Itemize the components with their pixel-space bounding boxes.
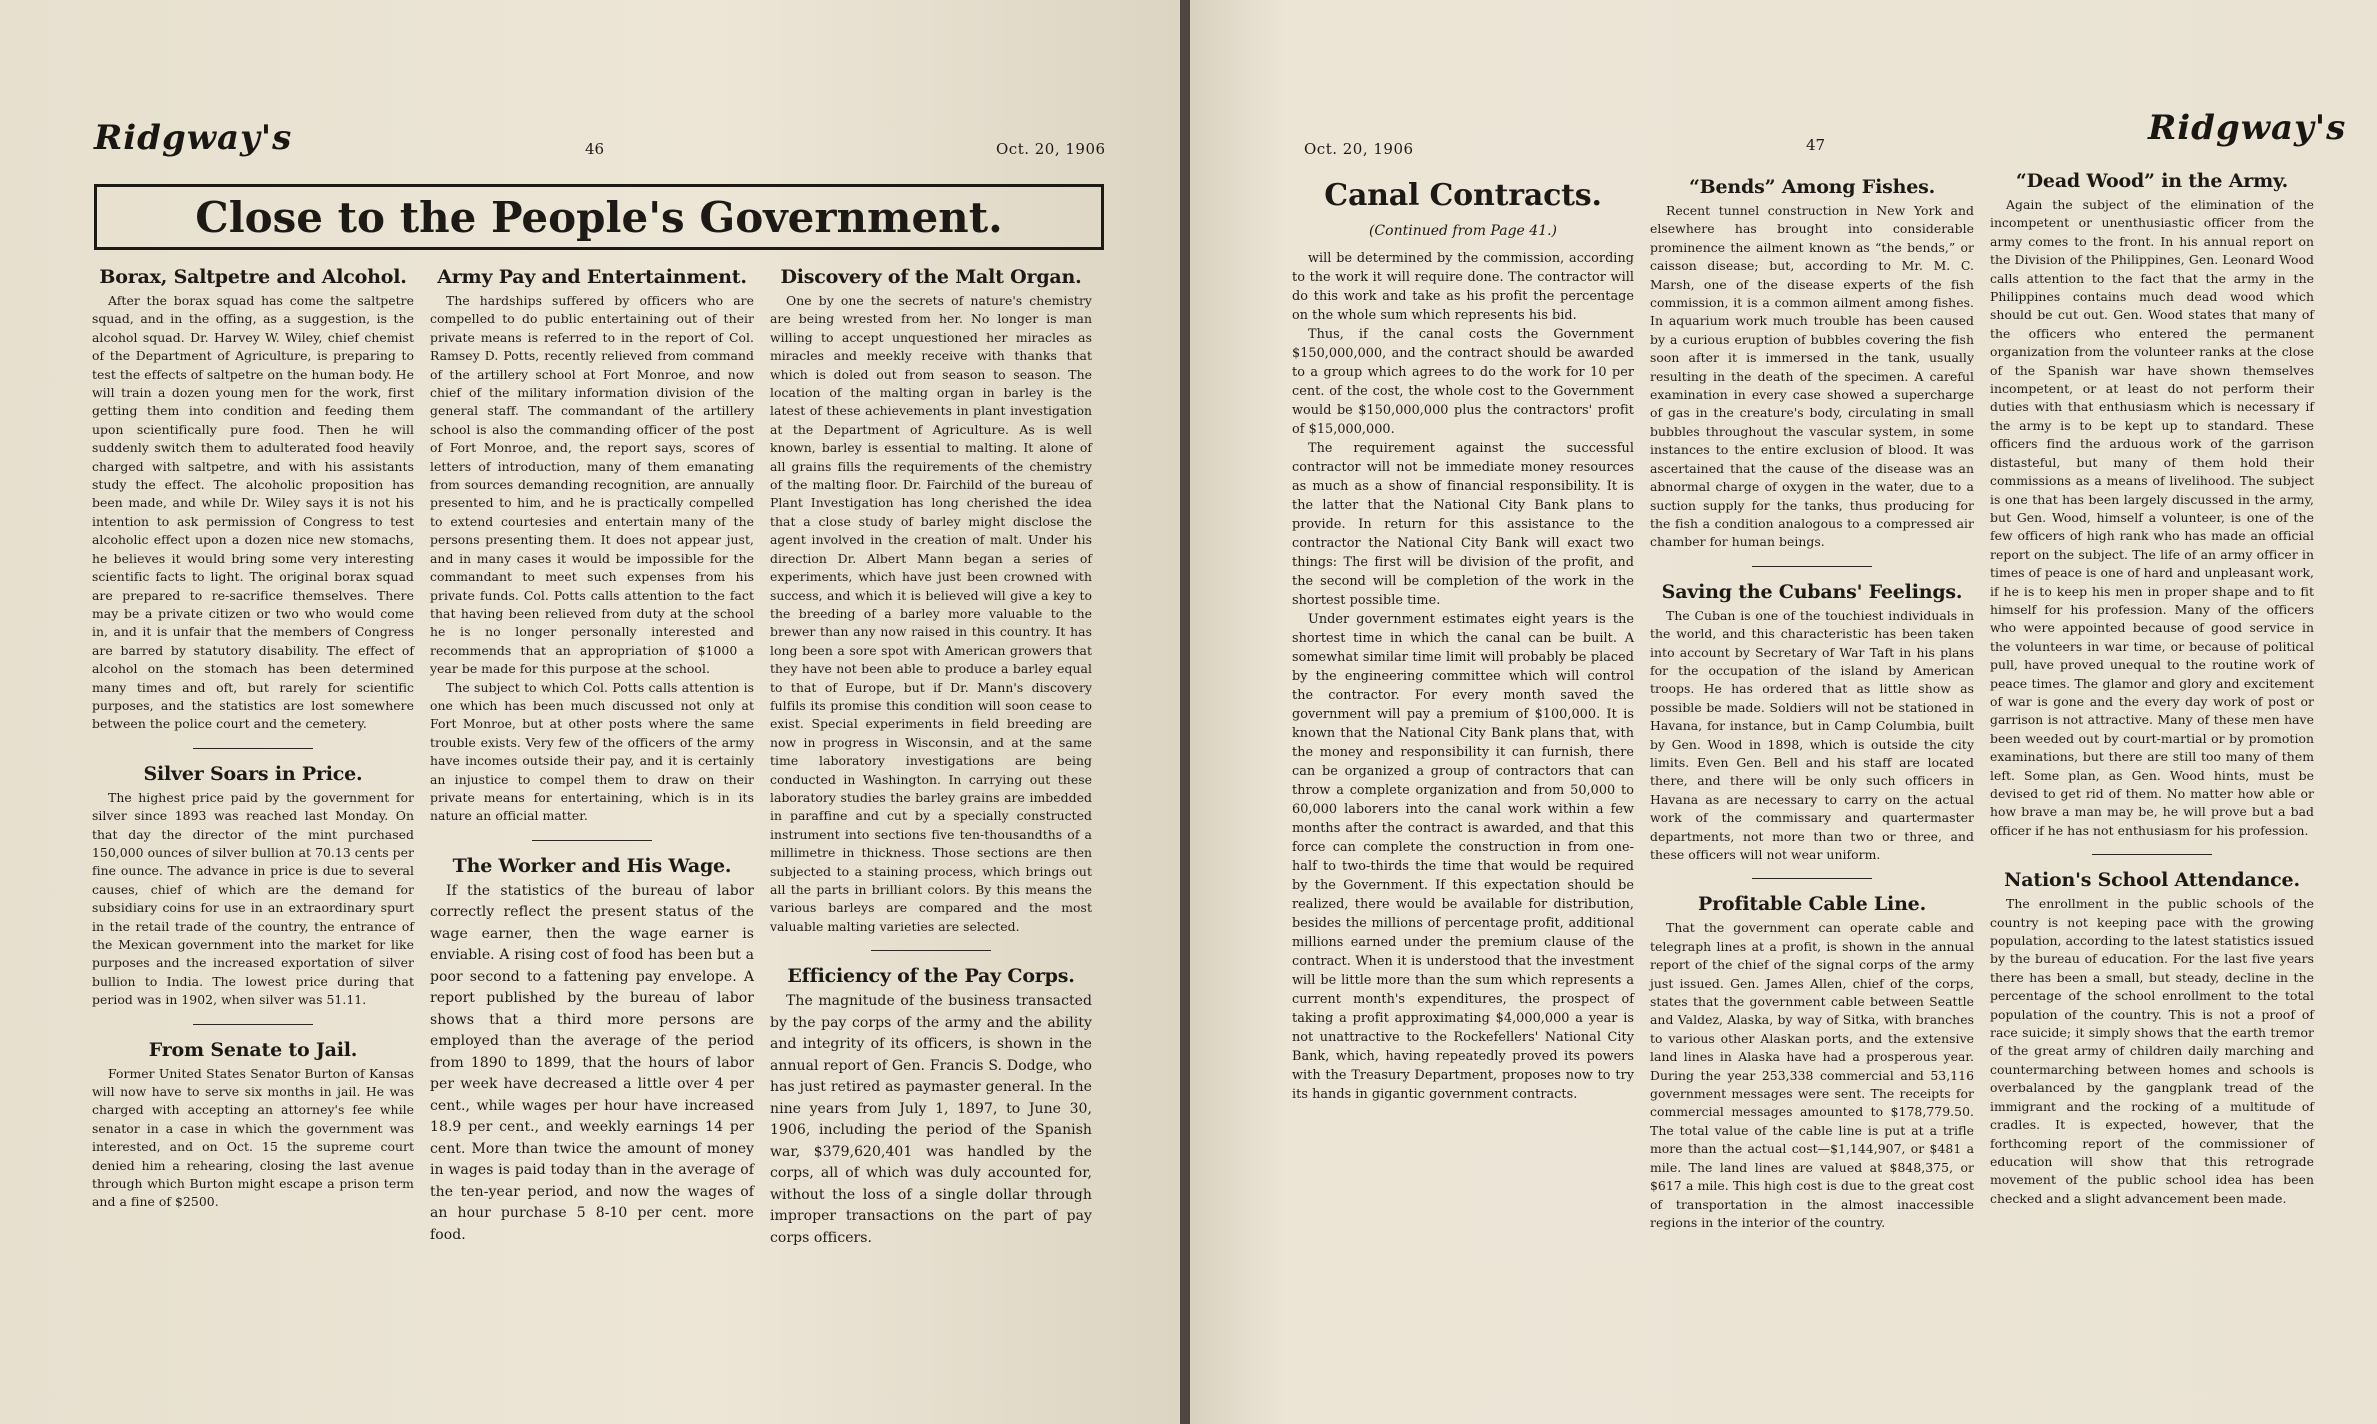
column-1 <box>92 266 414 1212</box>
column-2 <box>430 266 754 1246</box>
article-headline: Silver Soars in Price. <box>143 762 363 785</box>
article-body: If the statistics of the bureau of labor correctly reflect the present status of the wage earner, then the wage earner is enviable. A rising cost of food has been but a poor second to a fattening pay envelope. A report published by the bureau of labor shows that a third more persons are employed than the average of the period from 1890 to 1899, that the hours of labor per week have decreased a little over 4 per cent., while wages per hour have increased 18.9 per cent., and weekly earnings 14 per cent. More than twice the amount of money in wages is paid today than in the average of the ten-year period, and now the wages of an hour purchase 5 8-10 per cent. more food. <box>430 882 754 1243</box>
paragraph: The hardships suffered by officers who are compelled to do public entertaining out of their private means is referred to in the report of Col. Ramsey D. Potts, recently relieved from command of the artillery school at Fort Monroe, and now chief of the military information division of the general staff. The commandant of the artillery school is also the commanding officer of the post of Fort Monroe, and, the report says, scores of letters of introduction, many of them emanating from sources demanding recognition, are annually presented to him, and he is practically compelled to extend courtesies and entertain many of the persons presenting them. It does not appear just, and in many cases it would be impossible for the commandant to meet such expenses from his private funds. Col. Potts calls attention to the fact that having been relieved from duty at the school he is no longer personally interested and recommends that an appropriation of $1000 a year be made for this purpose at the school. <box>430 293 754 677</box>
section-banner: Close to the People's Government. <box>94 184 1104 250</box>
article-headline: “Bends” Among Fishes. <box>1688 176 1936 198</box>
article-body: Recent tunnel construction in New York and elsewhere has brought into considerable prominence the ailment known as “the bends,” or caisson disease; but, according to Mr. M. C. Marsh, one of the disease experts of the fish commission, it is a common ailment among fishes. In aquarium work much trouble has been caused by a curious eruption of bubbles covering the fish soon after it is immersed in the tank, usually resulting in the death of the specimen. A careful examination in every case showed a supercharge of gas in the creature's body, circulating in small bubbles throughout the vascular system, in some instances to the entire exclusion of blood. It was ascertained that the cause of the disease was an abnormal charge of oxygen in the water, due to a suction supply for the tanks, thus producing for the fish a condition analogous to a compressed air chamber for human beings. <box>1650 203 1974 550</box>
article-headline: The Worker and His Wage. <box>452 854 732 877</box>
page-date: Oct. 20, 1906 <box>1304 140 1414 158</box>
article-headline: From Senate to Jail. <box>148 1038 358 1061</box>
divider <box>2092 854 2212 855</box>
article-body <box>430 292 754 826</box>
article-body: One by one the secrets of nature's chemistry are being wrested from her. No longer is man willing to accept unquestioned her miracles as miracles and meekly receive with thanks that which is doled out from season to season. The location of the malting organ in barley is the latest of these achievements in plant investigation at the Department of Agriculture. As is well known, barley is essential to malting. It alone of all grains fills the requirements of the chemistry of the malting floor. Dr. Fairchild of the bureau of Plant Investigation has long cherished the idea that a close study of barley might disclose the agent involved in the creation of malt. Under his direction Dr. Albert Mann began a series of experiments, which have just been crowned with success, and which it is believed will give a key to the breeding of a barley more valuable to the brewer than any now raised in this country. It has long been a sore spot with American growers that they have not been able to produce a barley equal to that of Europe, but if Dr. Mann's discovery fulfils its promise this condition will soon cease to exist. Special experiments in field breeding are now in progress in Wisconsin, and at the same time laboratory investigations are being conducted in Washington. In carrying out these laboratory studies the barley grains are imbedded in paraffine and cut by a specially constructed instrument into sections five ten-thousandths of a millimetre in thickness. Those sections are then subjected to a staining process, which brings out all the parts in brilliant colors. By this means the various barleys are compared and the most valuable malting varieties are selected. <box>770 293 1092 934</box>
divider <box>193 748 313 749</box>
column-1 <box>1292 178 1634 1104</box>
paragraph: Thus, if the canal costs the Government $150,000,000, and the contract should be awarded to a group which agrees to do the work for 10 per cent. of the cost, the whole cost to the Government would be $150,000,000 plus the contractors' profit of $15,000,000. <box>1292 327 1634 437</box>
column-3 <box>770 266 1092 1249</box>
article-headline: Saving the Cubans' Feelings. <box>1661 580 1963 603</box>
paragraph: Under government estimates eight years is the shortest time in which the canal can be built. A somewhat similar time limit will probably be placed by the engineering committee which will control the contractor. For every month saved the government will pay a premium of $100,000. It is known that the National City Bank plans that, with the money and responsibility it can furnish, there can be organized a group of contractors that can throw a complete organization and from 50,000 to 60,000 laborers into the canal work within a few months after the contract is awarded, and that this force can complete the construction in from one-half to two-thirds the time that would be required by the Government. If this expectation should be realized, there would be available for distribution, besides the millions of percentage profit, additional millions earned under the premium clause of the contract. When it is understood that the investment will be little more than the sum which represents a current month's expenditures, the prospect of taking a profit approximating $4,000,000 a year is not unattractive to the Rockefellers' National City Bank, which, having repeatedly proved its powers with the Treasury Department, proposes now to try its hands in gigantic government contracts. <box>1292 612 1634 1102</box>
divider <box>193 1024 313 1025</box>
article-body: The highest price paid by the government for silver since 1893 was reached last Monday. On that day the director of the mint purchased 150,000 ounces of silver bullion at 70.13 cents per fine ounce. The advance in price is due to several causes, chief of which are the demand for subsidiary coins for use in an extraordinary spurt in the retail trade of the country, the entrance of the Mexican government into the market for like purposes and the increased exportation of silver bullion to India. The lowest price during that period was in 1902, when silver was 51.11. <box>92 789 414 1008</box>
divider <box>1752 566 1872 567</box>
masthead-logo: Ridgway's <box>94 118 293 158</box>
masthead-logo: Ridgway's <box>2148 108 2347 148</box>
book-gutter <box>1180 0 1190 1424</box>
article-headline: “Dead Wood” in the Army. <box>2015 170 2289 192</box>
article-body: After the borax squad has come the saltpetre squad, and in the offing, as a suggestion, is the alcohol squad. Dr. Harvey W. Wiley, chief chemist of the Department of Agriculture, is preparing to test the effects of saltpetre on the human body. He will train a dozen young men for the work, first getting them into condition and feeding them upon scientifically pure food. Then he will suddenly switch them to adulterated food heavily charged with saltpetre, and with his assistants study the effect. The alcoholic proposition has been made, and while Dr. Wiley says it is not his intention to ask permission of Congress to test alcoholic effect upon a dozen nice new stomachs, he believes it would bring some very interesting scientific facts to light. The original borax squad are prepared to re-sacrifice themselves. There may be a private citizen or two who would come in, and it is unfair that the members of Congress are barred by statutory disability. The effect of alcohol on the stomach has been determined many times and oft, but rarely for scientific purposes, and the statistics are lost somewhere between the police court and the cemetery. <box>92 293 414 732</box>
article-body: The magnitude of the business transacted by the pay corps of the army and the ability and integrity of its officers, is shown in the annual report of Gen. Francis S. Dodge, who has just retired as paymaster general. In the nine years from July 1, 1897, to June 30, 1906, including the period of the Spanish war, $379,620,401 was handled by the corps, all of which was duly accounted for, without the loss of a single dollar through improper transactions on the part of pay corps officers. <box>770 993 1092 1246</box>
left-page <box>0 0 1180 1424</box>
article-headline: Discovery of the Malt Organ. <box>780 266 1082 288</box>
article <box>430 266 754 826</box>
column-2 <box>1650 176 1974 1232</box>
article-body: Former United States Senator Burton of Kansas will now have to serve six months in jail. He was charged with accepting an attorney's fee while senator in a case in which the government was interested, and on Oct. 15 the supreme court denied him a rehearing, closing the last avenue through which Burton might escape a prison term and a fine of $2500. <box>92 1065 414 1210</box>
article-headline: Army Pay and Entertainment. <box>437 266 747 288</box>
paragraph: The subject to which Col. Potts calls attention is one which has been much discussed not only at Fort Monroe, but at other posts where the same trouble exists. Very few of the officers of the army have incomes outside their pay, and it is certainly an injustice to compel them to draw on their private means for entertaining, which is in its nature an official matter. <box>430 679 754 824</box>
paragraph: The requirement against the successful contractor will not be immediate money resources as much as a show of financial responsibility. It is the latter that the National City Bank plans to provide. In return for this assistance to the contractor the National City Bank will exact two things: The first will be division of the profit, and the second will be completion of the work in the shortest possible time. <box>1292 441 1634 608</box>
divider <box>871 950 991 951</box>
article-body <box>1292 249 1634 1104</box>
article <box>92 1039 414 1212</box>
article-body: The Cuban is one of the touchiest individuals in the world, and this characteristic has been taken into account by Secretary of War Taft in his plans for the occupation of the island by American troops. He has ordered that as little show as possible be made. Soldiers will not be stationed in Havana, for instance, but in Camp Columbia, built by Gen. Wood in 1898, which is outside the city limits. Even Gen. Bell and his staff are located there, and there will be only such officers in Havana as are necessary to carry on the actual work of the commissary and quartermaster departments, not more than two or three, and these officers will not wear uniform. <box>1650 607 1974 862</box>
column-3 <box>1990 170 2314 1208</box>
article-headline: Borax, Saltpetre and Alcohol. <box>99 266 407 288</box>
page-number: 47 <box>1806 136 1826 154</box>
article <box>1292 178 1634 1104</box>
article <box>92 266 414 734</box>
page-number: 46 <box>585 140 605 158</box>
article <box>770 266 1092 936</box>
divider <box>532 840 652 841</box>
article <box>770 965 1092 1249</box>
article-headline: Profitable Cable Line. <box>1698 893 1926 916</box>
page-date: Oct. 20, 1906 <box>996 140 1106 158</box>
article <box>430 855 754 1247</box>
continuation-note: (Continued from Page 41.) <box>1368 223 1558 239</box>
article <box>1990 869 2314 1208</box>
right-page <box>1190 0 2377 1424</box>
divider <box>1752 878 1872 879</box>
article-headline: Nation's School Attendance. <box>2004 869 2300 892</box>
article-headline: Canal Contracts. <box>1324 178 1602 213</box>
article <box>1650 581 1974 865</box>
article-headline: Efficiency of the Pay Corps. <box>787 965 1075 988</box>
article <box>1650 176 1974 552</box>
article <box>1990 170 2314 840</box>
article <box>92 763 414 1010</box>
article <box>1650 893 1974 1232</box>
article-body: Again the subject of the elimination of the incompetent or unenthusiastic officer from the army comes to the front. In his annual report on the Division of the Philippines, Gen. Leonard Wood calls attention to the fact that the army in the Philippines contains much dead wood which should be cut out. Gen. Wood states that many of the officers who entered the permanent organization from the volunteer ranks at the close of the Spanish war have shown themselves incompetent, or at least do not perform their duties with that enthusiasm which is necessary if the army is to be kept up to standard. These officers find the arduous work of the garrison distasteful, but many of them hold their commissions as a means of livelihood. The subject is one that has been largely discussed in the army, but Gen. Wood, himself a volunteer, is one of the few officers of high rank who has made an official report on the subject. The life of an army officer in times of peace is one of hard and unpleasant work, if he is to keep his men in proper shape and to fit himself for his profession. Many of the officers who were appointed because of good service in the volunteers in war time, or because of political pull, have proved unequal to the routine work of peace times. The glamor and glory and excitement of war is gone and the every day work of post or garrison is not attractive. Many of these men have been weeded out by court-martial or by promotion examinations, but there are still too many of them left. Some plan, as Gen. Wood hints, must be devised to get rid of them. No matter how able or how brave a man may be, he will prove but a bad officer if he has not enthusiasm for his profession. <box>1990 197 2314 838</box>
article-body: The enrollment in the public schools of the country is not keeping pace with the growing population, according to the latest statistics issued by the bureau of education. For the last five years there has been a small, but steady, decline in the percentage of the school enrollment to the total population of the country. This is not a proof of race suicide; it simply shows that the earth tremor of the great army of children daily marching and countermarching between homes and schools is overbalanced by the gangplank tread of the immigrant and the rocking of a multitude of cradles. It is expected, however, that the forthcoming report of the commissioner of education will show that this retrograde movement of the public school idea has been checked and a slight advancement been made. <box>1990 896 2314 1206</box>
article-body: That the government can operate cable and telegraph lines at a profit, is shown in the annual report of the chief of the signal corps of the army just issued. Gen. James Allen, chief of the corps, states that the government cable between Seattle and Valdez, Alaska, by way of Sitka, with branches to various other Alaskan ports, and the extensive land lines in Alaska have had a prosperous year. During the year 253,338 commercial and 53,116 government messages were sent. The receipts for commercial messages amounted to $178,779.50. The total value of the cable line is put at a trifle more than the actual cost—$1,144,907, or $481 a mile. The land lines are valued at $848,375, or $617 a mile. This high cost is due to the great cost of transportation in the almost inaccessible regions in the interior of the country. <box>1650 920 1974 1230</box>
paragraph: will be determined by the commission, according to the work it will require done. The contractor will do this work and take as his profit the percentage on the whole sum which represents his bid. <box>1292 251 1634 323</box>
